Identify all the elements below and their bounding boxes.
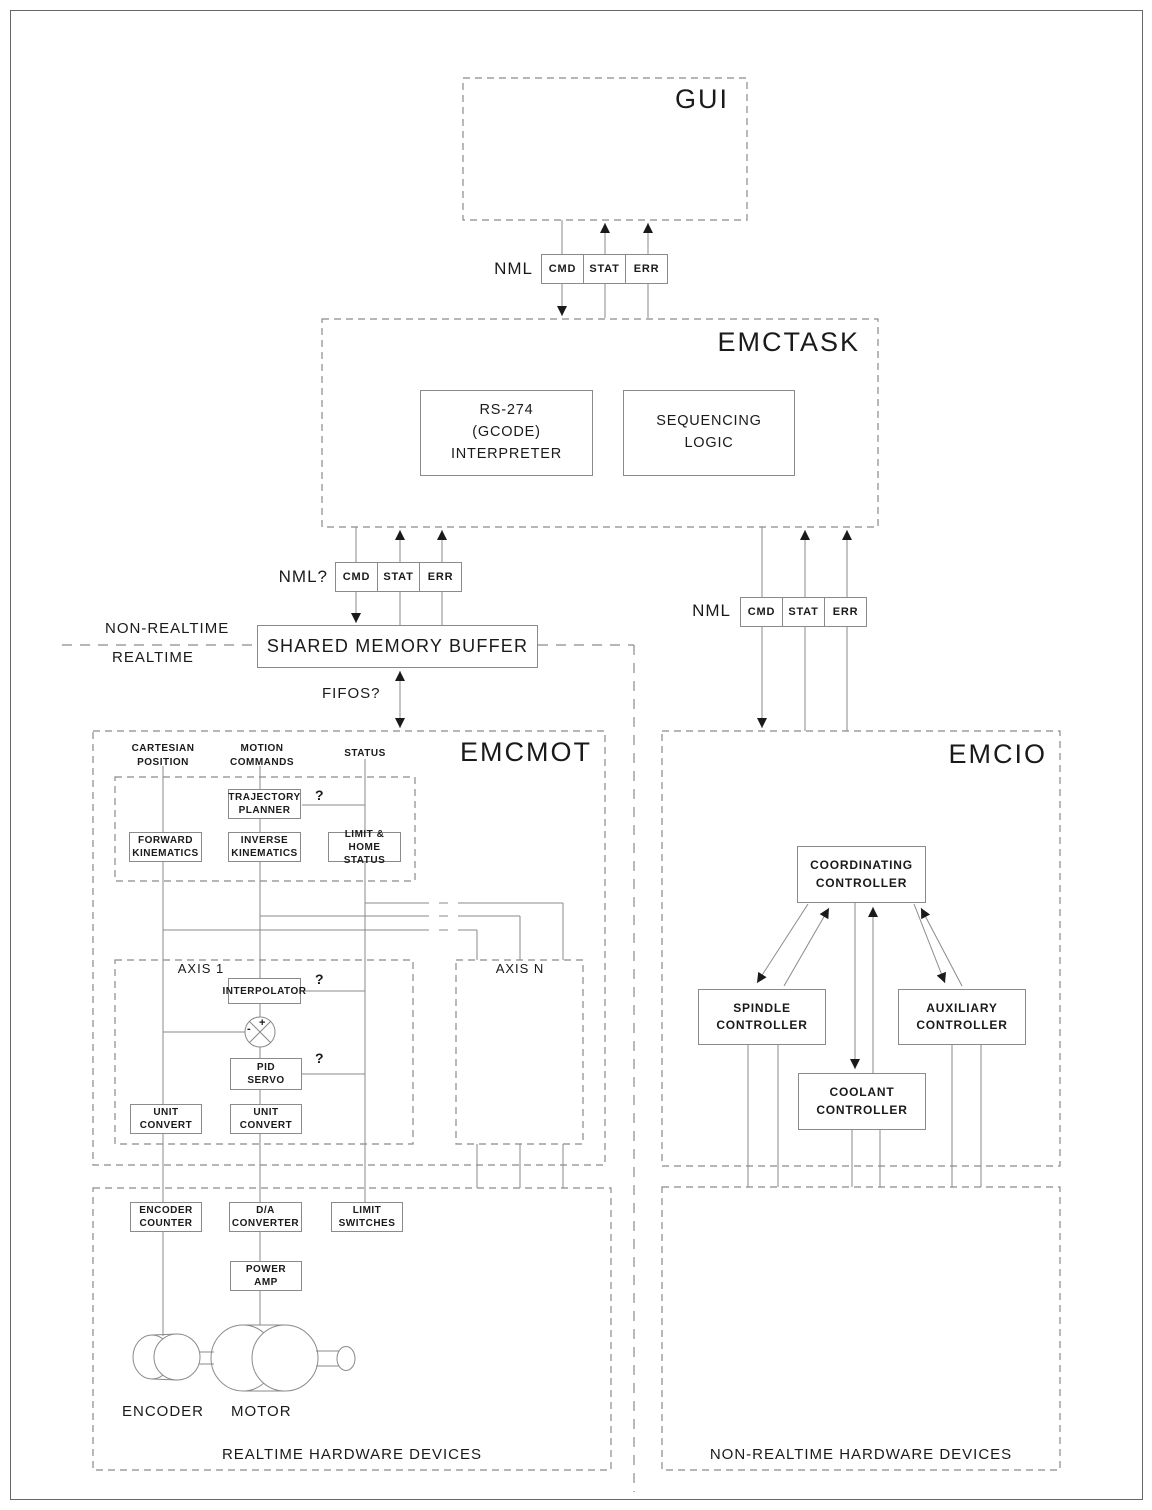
motor-drawing bbox=[211, 1325, 355, 1391]
realtime-label: REALTIME bbox=[112, 649, 194, 666]
sequencing-logic-box: SEQUENCING LOGIC bbox=[623, 390, 795, 476]
unit-convert-mid-box: UNIT CONVERT bbox=[230, 1104, 302, 1134]
nml-task-mot-label: NML? bbox=[278, 567, 328, 586]
coordinating-controller-box: COORDINATING CONTROLLER bbox=[797, 846, 926, 903]
motion-commands-header: MOTION COMMANDS bbox=[230, 743, 294, 768]
inverse-kinematics-box: INVERSE KINEMATICS bbox=[228, 832, 301, 862]
non-realtime-label: NON-REALTIME bbox=[105, 620, 230, 637]
encoder-drawing bbox=[133, 1334, 214, 1380]
emctask-emcio-channels bbox=[762, 527, 847, 731]
nml-task-mot-channels bbox=[335, 562, 462, 592]
spindle-controller-box: SPINDLE CONTROLLER bbox=[698, 989, 826, 1045]
nml-task-mot-cmd: CMD bbox=[335, 562, 378, 592]
nml-task-io-cmd: CMD bbox=[740, 597, 783, 627]
nml-task-io-err: ERR bbox=[824, 597, 867, 627]
nml-task-mot-stat: STAT bbox=[377, 562, 420, 592]
trajectory-question-mark: ? bbox=[315, 787, 324, 803]
encoder-label: ENCODER bbox=[122, 1403, 205, 1420]
fifos-label: FIFOS? bbox=[322, 685, 381, 702]
nml-task-io-stat: STAT bbox=[782, 597, 825, 627]
encoder-counter-box: ENCODER COUNTER bbox=[130, 1202, 202, 1232]
cartesian-position-header: CARTESIAN POSITION bbox=[131, 743, 195, 768]
forward-kinematics-box: FORWARD KINEMATICS bbox=[129, 832, 202, 862]
status-header: STATUS bbox=[344, 748, 386, 759]
nml-task-io-channels bbox=[740, 597, 867, 627]
interpolator-box: INTERPOLATOR bbox=[228, 978, 301, 1004]
interpolator-question-mark: ? bbox=[315, 971, 324, 987]
nml-gui-label: NML bbox=[494, 259, 533, 278]
limit-home-status-box: LIMIT & HOME STATUS bbox=[328, 832, 401, 862]
sum-plus-sign: + bbox=[259, 1017, 266, 1029]
nml-gui-channels bbox=[541, 254, 668, 284]
power-amp-box: POWER AMP bbox=[230, 1261, 302, 1291]
nml-gui-cmd: CMD bbox=[541, 254, 584, 284]
emcmot-box bbox=[93, 731, 605, 1165]
nml-gui-stat: STAT bbox=[583, 254, 626, 284]
axis-bus-lines bbox=[163, 903, 563, 1188]
trajectory-planner-box: TRAJECTORY PLANNER bbox=[228, 789, 301, 819]
nonrealtime-hw-box bbox=[662, 1187, 1060, 1470]
unit-convert-left-box: UNIT CONVERT bbox=[130, 1104, 202, 1134]
emcio-controller-arrows bbox=[757, 903, 962, 1073]
axisn-box bbox=[456, 960, 583, 1144]
rs274-interpreter-box: RS-274 (GCODE) INTERPRETER bbox=[420, 390, 593, 476]
nml-task-io-label: NML bbox=[692, 601, 731, 620]
gui-title: GUI bbox=[674, 84, 729, 114]
auxiliary-controller-box: AUXILIARY CONTROLLER bbox=[898, 989, 1026, 1045]
shared-memory-buffer-box: SHARED MEMORY BUFFER bbox=[257, 625, 538, 668]
pid-servo-box: PID SERVO bbox=[230, 1058, 302, 1090]
nml-task-mot-err: ERR bbox=[419, 562, 462, 592]
coolant-controller-box: COOLANT CONTROLLER bbox=[798, 1073, 926, 1130]
pid-question-mark: ? bbox=[315, 1050, 324, 1066]
axis1-label: AXIS 1 bbox=[177, 961, 225, 976]
nml-gui-err: ERR bbox=[625, 254, 668, 284]
nonrealtime-hw-caption: NON-REALTIME HARDWARE DEVICES bbox=[709, 1446, 1013, 1463]
realtime-hw-caption: REALTIME HARDWARE DEVICES bbox=[221, 1446, 483, 1463]
motor-label: MOTOR bbox=[231, 1403, 292, 1420]
sum-minus-sign: - bbox=[247, 1023, 251, 1035]
emctask-title: EMCTASK bbox=[717, 327, 860, 357]
emcmot-title: EMCMOT bbox=[460, 737, 592, 767]
axisn-label: AXIS N bbox=[495, 961, 545, 976]
da-converter-box: D/A CONVERTER bbox=[229, 1202, 302, 1232]
emcio-title: EMCIO bbox=[948, 739, 1047, 769]
limit-switches-box: LIMIT SWITCHES bbox=[331, 1202, 403, 1232]
